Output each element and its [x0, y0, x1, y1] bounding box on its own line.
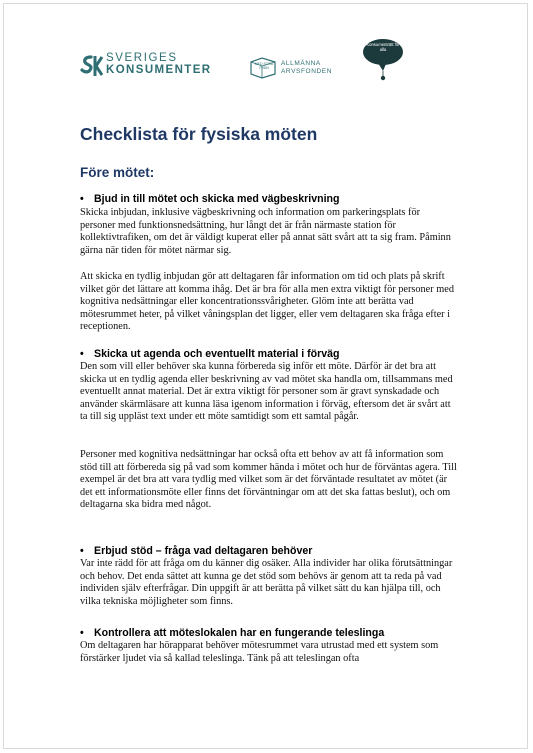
logo-line-1: SVERIGES: [106, 52, 178, 64]
arvsfonden-line-1: ALLMÄNNA: [281, 60, 321, 67]
arvsfonden-small-text: MED STÖD FRÅN: [254, 62, 274, 70]
paragraph: Den som vill eller behöver ska kunna förbereda sig inför ett möte. Därför är det bra att skicka ut en tydlig agenda eller beskrivning av vad mötet ska handla om, tillsammans med eventuellt annat material. Det är extra viktigt för personer som är gravt synskadade och använder skärmläsare att kunna läsa igenom information i förväg, eftersom det är svårt att ta till sig uppläst text under ett möte samtidigt som ett samtal pågår.: [80, 361, 453, 423]
item-heading: [80, 545, 312, 557]
item-heading-text: Kontrollera att möteslokalen har en fungerande teleslinga: [94, 627, 385, 639]
paragraph: Att skicka en tydlig inbjudan gör att deltagaren får information om tid och plats på skrift vilket gör det lättare att komma ihåg. Det är bra för alla men extra viktigt för personer med kognitiva nedsättningar eller koncentrationssvårigheter. Glöm inte att berätta vad mötesrummet heter, på vilket våningsplan det ligger, eller vem deltagaren ska fråga efter i receptionen.: [80, 271, 454, 333]
paragraph: Personer med kognitiva nedsättningar har också ofta ett behov av att få information som stöd till att förbereda sig på vad som kommer hända i mötet och hur de förväntas agera. Till exempel är det bra att vara tydlig med vilket som är det förväntade resultatet av mötet (är det ett informationsmöte eller finns det förväntningar om att det ska fattas beslut), och om deltagarna ska bidra med något.: [80, 449, 457, 511]
item-heading-text: Skicka ut agenda och eventuellt material i förväg: [94, 348, 340, 360]
bullet-icon: •: [80, 348, 84, 360]
arvsfonden-wordmark: [281, 60, 332, 76]
konsumentratt-logo-text: Konsumenträtt för alla: [366, 42, 400, 52]
item-heading: [80, 193, 339, 205]
logo-line-2: KONSUMENTER: [106, 64, 212, 76]
item-heading-text: Erbjud stöd – fråga vad deltagaren behöver: [94, 545, 313, 557]
bullet-icon: •: [80, 193, 84, 205]
document-title: Checklista för fysiska möten: [80, 124, 318, 144]
bullet-icon: •: [80, 627, 84, 639]
item-heading: [80, 348, 340, 360]
paragraph: Om deltagaren har hörapparat behöver mötesrummet vara utrustad med ett system som förstärker ljudet via så kallad teleslinga. Tänk på att teleslingan ofta: [80, 640, 439, 664]
sveriges-konsumenter-logo-icon: [80, 55, 104, 77]
item-heading-text: Bjud in till mötet och skicka med vägbeskrivning: [94, 193, 340, 205]
section-heading: Före mötet:: [80, 165, 155, 180]
bullet-icon: •: [80, 545, 84, 557]
paragraph: Skicka inbjudan, inklusive vägbeskrivning och information om parkeringsplats för personer med funktionsnedsättning, hur långt det är från närmaste station för kollektivtrafiken, om det är väldigt kuperat eller på annat sätt svårt att ta sig fram. Påminn gärna när tiden för mötet närmar sig.: [80, 207, 451, 256]
arvsfonden-line-2: ARVSFONDEN: [281, 68, 333, 75]
paragraph: Var inte rädd för att fråga om du känner dig osäker. Alla individer har olika förutsättningar och behov. Det enda sättet att kunna ge det stöd som behövs är genom att ta reda på vad individen själv efterfrågar. Din uppgift är att berätta på vilket sätt du kan hjälpa till, och vilka tekniska möjligheter som finns.: [80, 558, 453, 607]
item-heading: [80, 627, 384, 639]
sveriges-konsumenter-wordmark: [106, 52, 212, 76]
